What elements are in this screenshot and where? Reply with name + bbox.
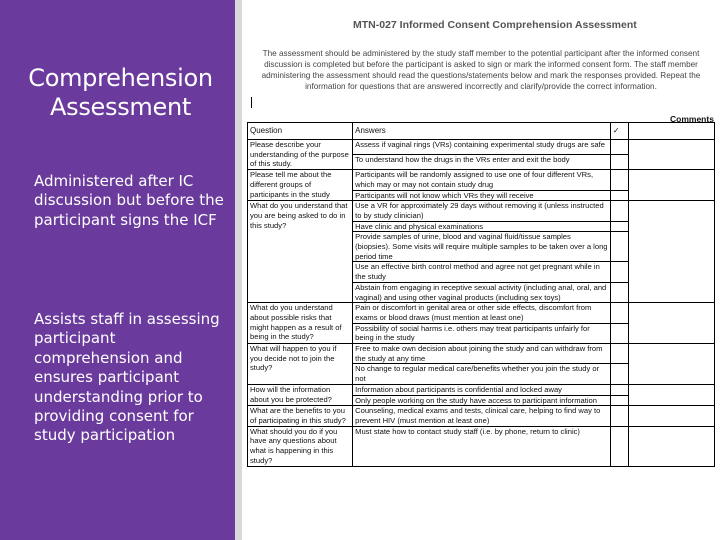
check-cell [610,201,628,221]
slide-title: Comprehension Assessment [28,64,213,121]
table-row [248,303,715,323]
comment-cell [629,344,715,385]
check-cell [610,221,628,232]
check-cell [610,384,628,395]
slide-panel [0,0,235,540]
check-cell [610,303,628,323]
answer-cell: Use an effective birth control method and agree not get pregnant while in the study [353,262,611,282]
table-row [248,201,715,221]
check-cell [610,395,628,406]
check-cell [610,170,628,190]
check-cell [610,323,628,343]
table-row [248,170,715,190]
comments-header: Comments [670,114,714,124]
table-row [248,406,715,426]
comment-cell [629,426,715,466]
question-cell: How will the information about you be protected? [248,384,353,405]
check-cell [610,140,628,155]
check-cell [610,155,628,170]
question-cell: Please tell me about the different groups of participants in the study [248,170,353,201]
answer-cell: Only people working on the study have access to participant information [353,395,611,406]
document-image [243,0,720,540]
question-cell: What are the benefits to you of participating in this study? [248,406,353,426]
answers-header: Answers [353,123,611,140]
question-cell: Please describe your understanding of the purpose of this study. [248,140,353,170]
comment-cell [629,384,715,405]
answer-cell: Must state how to contact study staff (i.e. by phone, return to clinic) [353,426,611,466]
document-intro: The assessment should be administered by the study staff member to the potential participant after the informed consent discussion is completed but before the participant is asked to sign or mark the informed consent form. The staff member administering the assessment should read the questions/statements below and mark the responses provided. Repeat the information for questions that are answered incorrectly and clarify/provide the correct information. [261,49,701,91]
panel-divider [235,0,242,540]
check-cell [610,232,628,262]
answer-cell: Free to make own decision about joining the study and can withdraw from the study at any time [353,344,611,364]
answer-cell: Possibility of social harms i.e. others may treat participants unfairly for being in the study [353,323,611,343]
table-row [248,384,715,395]
comment-cell [629,303,715,344]
question-cell: What do you understand about possible risks that might happen as a result of being in the study? [248,303,353,344]
answer-cell: Provide samples of urine, blood and vaginal fluid/tissue samples (biopsies). Some visits will require multiple samples to be taken over a long period time [353,232,611,262]
answer-cell: Abstain from engaging in receptive sexual activity (including anal, oral, and vaginal) and using other vaginal products (including sex toys) [353,282,611,302]
question-header: Question [248,123,353,140]
answer-cell: Use a VR for approximately 29 days without removing it (unless instructed to by study clinician) [353,201,611,221]
assessment-table [247,122,715,467]
text-cursor [251,97,252,108]
question-cell: What should you do if you have any questions about what is happening in this study? [248,426,353,466]
comments-column-header [629,123,715,140]
check-cell [610,406,628,426]
answer-cell: Have clinic and physical examinations [353,221,611,232]
answer-cell: Counseling, medical exams and tests, clinical care, helping to find way to prevent HIV (must mention at least one) [353,406,611,426]
check-cell [610,190,628,201]
check-cell [610,282,628,302]
table-row [248,140,715,155]
comment-cell [629,170,715,201]
question-cell: What will happen to you if you decide not to join the study? [248,344,353,385]
slide-paragraph: Assists staff in assessing participant comprehension and ensures participant understanding prior to providing consent for study participation [34,310,220,445]
table-row [248,344,715,364]
comment-cell [629,201,715,303]
answer-cell: Participants will be randomly assigned to use one of four different VRs, which may or may not contain study drug [353,170,611,190]
table-header-row [248,123,715,140]
comment-cell [629,140,715,170]
comment-cell [629,406,715,426]
slide-paragraph: Administered after IC discussion but before the participant signs the ICF [34,172,224,229]
answer-cell: To understand how the drugs in the VRs enter and exit the body [353,155,611,170]
check-cell [610,364,628,384]
answer-cell: Pain or discomfort in genital area or other side effects, discomfort from exams or blood draws (must mention at least one) [353,303,611,323]
check-header: ✓ [610,123,628,140]
check-cell [610,426,628,466]
question-cell: What do you understand that you are being asked to do in this study? [248,201,353,303]
answer-cell: Assess if vaginal rings (VRs) containing experimental study drugs are safe [353,140,611,155]
answer-cell: No change to regular medical care/benefits whether you join the study or not [353,364,611,384]
answer-cell: Information about participants is confidential and locked away [353,384,611,395]
answer-cell: Participants will not know which VRs they will receive [353,190,611,201]
check-cell [610,344,628,364]
check-cell [610,262,628,282]
table-row [248,426,715,466]
document-title: MTN-027 Informed Consent Comprehension Assessment [353,19,637,31]
